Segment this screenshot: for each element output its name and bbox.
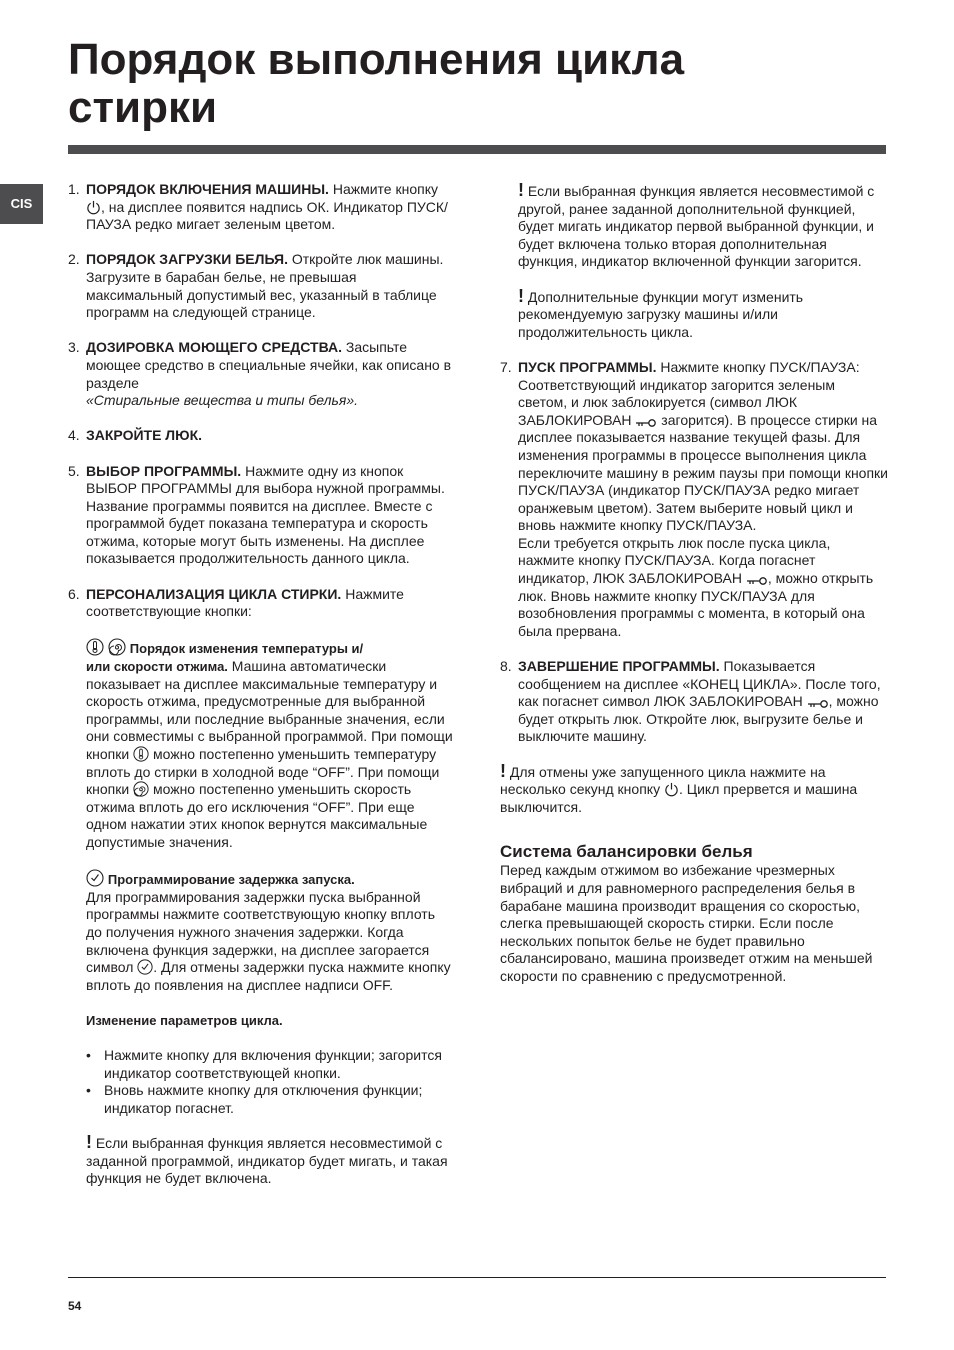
step-2: 2. ПОРЯДОК ЗАГРУЗКИ БЕЛЬЯ. Откройте люк машины. Загрузите в барабан белье, не превышая максимальный допустимый вес, указанный в таблице программ на следующей странице. xyxy=(68,251,444,321)
warning-icon: ! xyxy=(86,1132,92,1153)
right-column xyxy=(500,180,888,986)
step-5: 5. ВЫБОР ПРОГРАММЫ. Нажмите одну из кнопок ВЫБОР ПРОГРАММЫ для выбора нужной программы. Название программы появится на дисплее. Вместе с программой будет показана температура и скорость отжима, которые могут быть изменены. На дисплее показывается продолжительность данного цикла. xyxy=(68,462,445,567)
delay-clock-icon xyxy=(137,959,153,975)
params-heading: Изменение параметров цикла. xyxy=(86,1012,283,1028)
list-item: • Нажмите кнопку для включения функции; загорится индикатор соответствующей кнопки. xyxy=(86,1047,442,1081)
left-column xyxy=(68,181,453,1205)
step-4: 4. ЗАКРОЙТЕ ЛЮК. xyxy=(68,427,203,444)
params-list xyxy=(68,1047,453,1117)
note-cancel-cycle: ! Для отмены уже запущенного цикла нажмите на несколько секунд кнопку . Цикл прервется и машина выключится. xyxy=(500,760,858,815)
delay-section: Программирование задержка запуска. Для программирования задержки пуска выбранной программы нажмите соответствующую кнопку вплоть до получения нужного значения задержки. Когда включена функция задержки, на дисплее загорается символ . Для отмены задержки пуска нажмите кнопку вплоть до появления на дисплее надписи OFF. xyxy=(68,869,453,994)
note-incompatible-program: ! Если выбранная функция является несовместимой с заданной программой, индикатор будет мигать, и такая функция не будет включена. xyxy=(86,1132,448,1187)
language-tab: CIS xyxy=(0,184,43,224)
power-icon xyxy=(86,200,101,215)
balance-section-text: Перед каждым отжимом во избежание чрезмерных вибраций и для равномерного распределения белья в барабане машина производит вращения со скоростью, слегка превышающей скорость стирки. Если после нескольких попыток белье не будет правильно сбалансировано, машина произведет отжим на меньшей скорости по сравнению с предусмотренной. xyxy=(500,862,873,984)
key-lock-icon xyxy=(746,576,768,586)
title-rule xyxy=(68,145,886,154)
balance-section-title: Система балансировки белья xyxy=(500,842,753,862)
spin-icon xyxy=(108,638,126,656)
list-item: • Вновь нажмите кнопку для отключения функции; индикатор погаснет. xyxy=(86,1082,423,1116)
note-incompatible-function: ! Если выбранная функция является несовместимой с другой, ранее заданной дополнительной функцией, будет мигать индикатор первой выбранной функции, и будет включена только вторая дополнительная функция, индикатор включенной функции загорится. xyxy=(518,180,875,270)
temp-spin-section: Порядок изменения температуры и/ или скорости отжима. Машина автоматически показывает на дисплее максимальные температуру и скорость отжима, предусмотренные для выбранной программы, или последние выбранные значения, если они совместимы с выбранной программой. При помощи кнопки можно постепенно уменьшить температуру вплоть до стирки в холодной воде “OFF”. При помощи кнопки можно постепенно уменьшить скорость отжима вплоть до его исключения “OFF”. При еще одном нажатии этих кнопок вернутся максимальные допустимые значения. xyxy=(68,638,453,851)
step-7: 7. ПУСК ПРОГРАММЫ. Нажмите кнопку ПУСК/ПАУЗА: Соответствующий индикатор загорится зеленым светом, и люк заблокируется (символ ЛЮК ЗАБЛОКИРОВАН загорится). В процессе стирки на дисплее показывается название текущей фазы. Для изменения программы в процессе выполнения цикла переключите машину в режим паузы при помощи кнопки ПУСК/ПАУЗА (индикатор ПУСК/ПАУЗА редко мигает оранжевым цветом). Затем выберите новый цикл и вновь нажмите кнопку ПУСК/ПАУЗА. Если требуется открыть люк после пуска цикла, нажмите кнопку ПУСК/ПАУЗА. Когда погаснет индикатор, ЛЮК ЗАБЛОКИРОВАН , можно открыть люк. Вновь нажмите кнопку ПУСК/ПАУЗА для возобновления программы с момента, в который она была прервана. xyxy=(500,358,888,639)
key-lock-icon xyxy=(635,418,657,428)
step-8: 8. ЗАВЕРШЕНИЕ ПРОГРАММЫ. Показывается сообщением на дисплее «КОНЕЦ ЦИКЛА». После того, как погаснет символ ЛЮК ЗАБЛОКИРОВАН , можно будет открыть люк. Откройте люк, выгрузите белье и выключите машину. xyxy=(500,658,881,745)
power-icon xyxy=(664,782,679,797)
warning-icon: ! xyxy=(518,285,524,306)
delay-clock-icon xyxy=(86,869,104,887)
thermometer-icon xyxy=(86,638,104,656)
page-number: 54 xyxy=(68,1299,82,1313)
footer-rule xyxy=(68,1277,886,1278)
warning-icon: ! xyxy=(518,180,524,200)
step-1: 1. ПОРЯДОК ВКЛЮЧЕНИЯ МАШИНЫ. Нажмите кнопку , на дисплее появится надпись ОК. Индикатор ПУСК/ПАУЗА редко мигает зеленым цветом. xyxy=(68,181,448,233)
page-title: Порядок выполнения цикла стирки xyxy=(68,35,685,132)
step-6: 6. ПЕРСОНАЛИЗАЦИЯ ЦИКЛА СТИРКИ. Нажмите соответствующие кнопки: xyxy=(68,585,404,620)
thermometer-icon xyxy=(133,746,149,762)
key-lock-icon xyxy=(807,699,829,709)
step-3: 3. ДОЗИРОВКА МОЮЩЕГО СРЕДСТВА. Засыпьте моющее средство в специальные ячейки, как описано в разделе «Стиральные вещества и типы белья». xyxy=(68,339,452,409)
warning-icon: ! xyxy=(500,760,506,781)
note-load-duration: ! Дополнительные функции могут изменить рекомендуемую загрузку машины и/или продолжительность цикла. xyxy=(518,285,804,340)
spin-icon xyxy=(133,781,149,797)
